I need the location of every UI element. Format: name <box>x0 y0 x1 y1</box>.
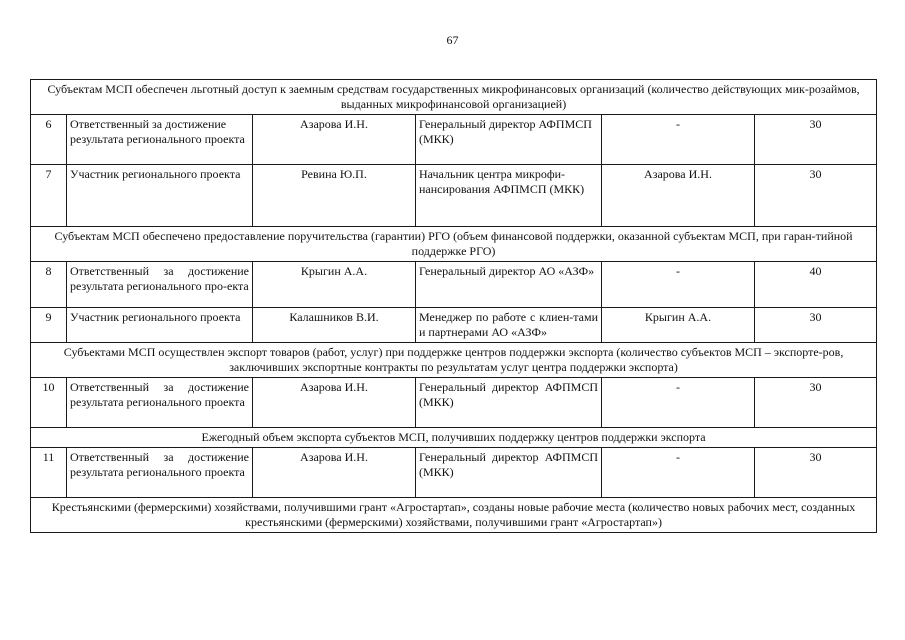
row-number: 8 <box>31 262 67 308</box>
person-cell: Крыгин А.А. <box>253 262 416 308</box>
section-row <box>31 498 877 533</box>
section-title: Субъектам МСП обеспечен льготный доступ к заемным средствам государственных микрофинансовых организаций (количество действующих мик-розаймов, выданных микрофинансовой организацией) <box>31 80 877 115</box>
section-title: Субъектами МСП осуществлен экспорт товаров (работ, услуг) при поддержке центров поддержки экспорта (количество субъектов МСП – экспорте-ров, заключивших экспортные контракты по результатам услуг центра поддержки экспорта) <box>31 343 877 378</box>
row-number: 11 <box>31 448 67 498</box>
position-cell: Генеральный директор АФПМСП (МКК) <box>416 378 602 428</box>
responsibility-table <box>30 79 877 533</box>
section-row <box>31 428 877 448</box>
share-cell: 30 <box>755 308 877 343</box>
section-row <box>31 227 877 262</box>
share-cell: 30 <box>755 165 877 227</box>
supervisor-cell: - <box>602 262 755 308</box>
table-row <box>31 262 877 308</box>
table-row <box>31 165 877 227</box>
table-row <box>31 448 877 498</box>
page-number: 67 <box>446 33 459 47</box>
section-row <box>31 80 877 115</box>
section-row <box>31 343 877 378</box>
position-cell: Генеральный директор АО «АЗФ» <box>416 262 602 308</box>
role-cell: Ответственный за достижение результата регионального проекта <box>67 378 253 428</box>
section-title: Крестьянскими (фермерскими) хозяйствами, получившими грант «Агростартап», созданы новые рабочие места (количество новых рабочих мест, созданных крестьянскими (фермерскими) хозяйствами, получившими грант «Агростартап») <box>31 498 877 533</box>
person-cell: Азарова И.Н. <box>253 115 416 165</box>
supervisor-cell: - <box>602 448 755 498</box>
supervisor-cell: Крыгин А.А. <box>602 308 755 343</box>
row-number: 10 <box>31 378 67 428</box>
supervisor-cell: - <box>602 115 755 165</box>
person-cell: Калашников В.И. <box>253 308 416 343</box>
position-cell: Менеджер по работе с клиен-тами и партнерами АО «АЗФ» <box>416 308 602 343</box>
section-title: Ежегодный объем экспорта субъектов МСП, получивших поддержку центров поддержки экспорта <box>31 428 877 448</box>
role-cell: Ответственный за достижение результата регионального про-екта <box>67 262 253 308</box>
row-number: 9 <box>31 308 67 343</box>
row-number: 7 <box>31 165 67 227</box>
table-row <box>31 378 877 428</box>
position-cell: Генеральный директор АФПМСП (МКК) <box>416 115 602 165</box>
row-number: 6 <box>31 115 67 165</box>
section-title: Субъектам МСП обеспечено предоставление поручительства (гарантии) РГО (объем финансовой поддержки, оказанной субъектам МСП, при гаран-тийной поддержке РГО) <box>31 227 877 262</box>
role-cell: Участник регионального проекта <box>67 165 253 227</box>
person-cell: Азарова И.Н. <box>253 378 416 428</box>
share-cell: 30 <box>755 115 877 165</box>
share-cell: 40 <box>755 262 877 308</box>
share-cell: 30 <box>755 448 877 498</box>
table-row <box>31 115 877 165</box>
position-cell: Генеральный директор АФПМСП (МКК) <box>416 448 602 498</box>
person-cell: Азарова И.Н. <box>253 448 416 498</box>
supervisor-cell: - <box>602 378 755 428</box>
role-cell: Ответственный за достижение результата регионального проекта <box>67 448 253 498</box>
share-cell: 30 <box>755 378 877 428</box>
role-cell: Участник регионального проекта <box>67 308 253 343</box>
table-row <box>31 308 877 343</box>
person-cell: Ревина Ю.П. <box>253 165 416 227</box>
supervisor-cell: Азарова И.Н. <box>602 165 755 227</box>
position-cell: Начальник центра микрофи-нансирования АФПМСП (МКК) <box>416 165 602 227</box>
role-cell: Ответственный за достижение результата регионального проекта <box>67 115 253 165</box>
